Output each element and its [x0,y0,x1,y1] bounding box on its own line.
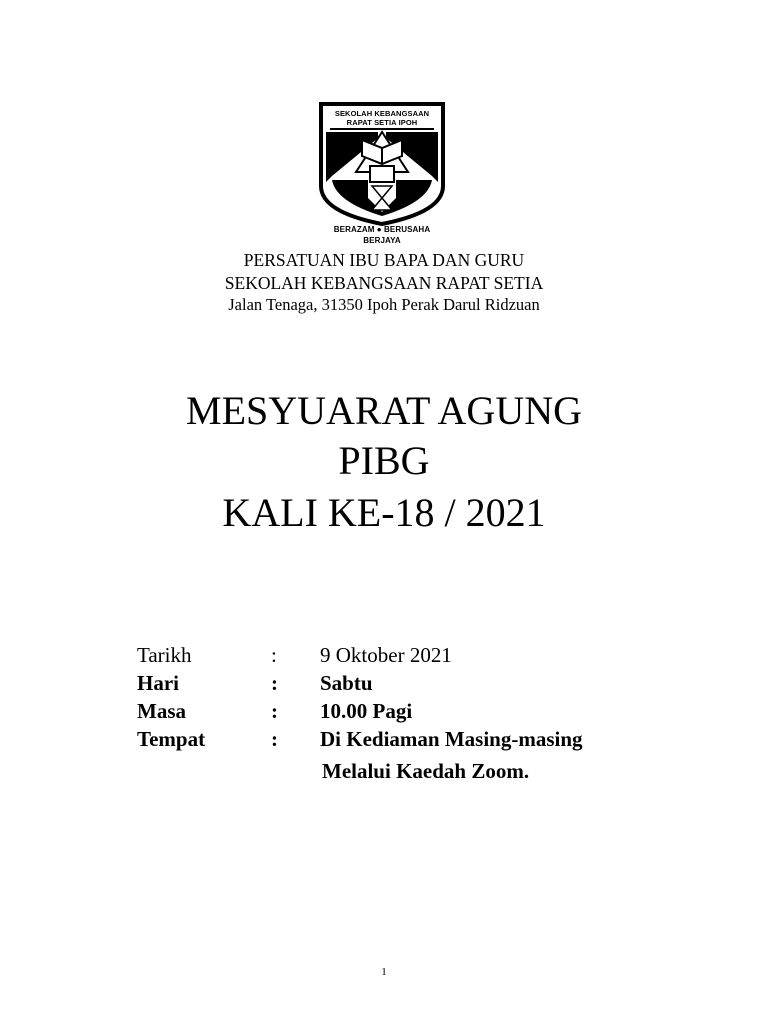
detail-row-time [137,697,697,725]
school-logo [318,102,446,248]
detail-label: Hari [137,671,179,695]
logo-school-name-line2: RAPAT SETIA IPOH [346,118,418,127]
logo-school-name-line1: SEKOLAH KEBANGSAAN [334,109,430,118]
detail-label: Tarikh [137,643,192,667]
detail-label: Tempat [137,727,206,751]
detail-value: Sabtu [320,671,373,695]
school-name: SEKOLAH KEBANGSAAN RAPAT SETIA [224,273,544,293]
logo-motto-line1: BERAZAM ● BERUSAHA [333,225,431,234]
detail-row-venue [137,725,697,753]
detail-value: 9 Oktober 2021 [320,643,452,667]
detail-row-date [137,641,697,669]
document-title-line1: MESYUARAT AGUNG [186,388,582,433]
detail-value: 10.00 Pagi [320,699,413,723]
detail-venue-continuation: Melalui Kaedah Zoom. [322,759,530,783]
meeting-details [137,641,697,783]
organization-name: PERSATUAN IBU BAPA DAN GURU [243,250,525,270]
logo-motto-line2: BERJAYA [363,236,401,245]
detail-separator: : [271,643,277,667]
detail-value: Di Kediaman Masing-masing [320,727,583,751]
detail-separator: : [271,727,278,751]
document-title-line2: PIBG [338,438,430,483]
document-title-line3: KALI KE-18 / 2021 [222,490,546,535]
school-address: Jalan Tenaga, 31350 Ipoh Perak Darul Ridzuan [228,295,540,314]
detail-separator: : [271,671,278,695]
detail-label: Masa [137,699,186,723]
detail-row-day [137,669,697,697]
page-number: 1 [381,966,387,978]
detail-separator: : [271,699,278,723]
